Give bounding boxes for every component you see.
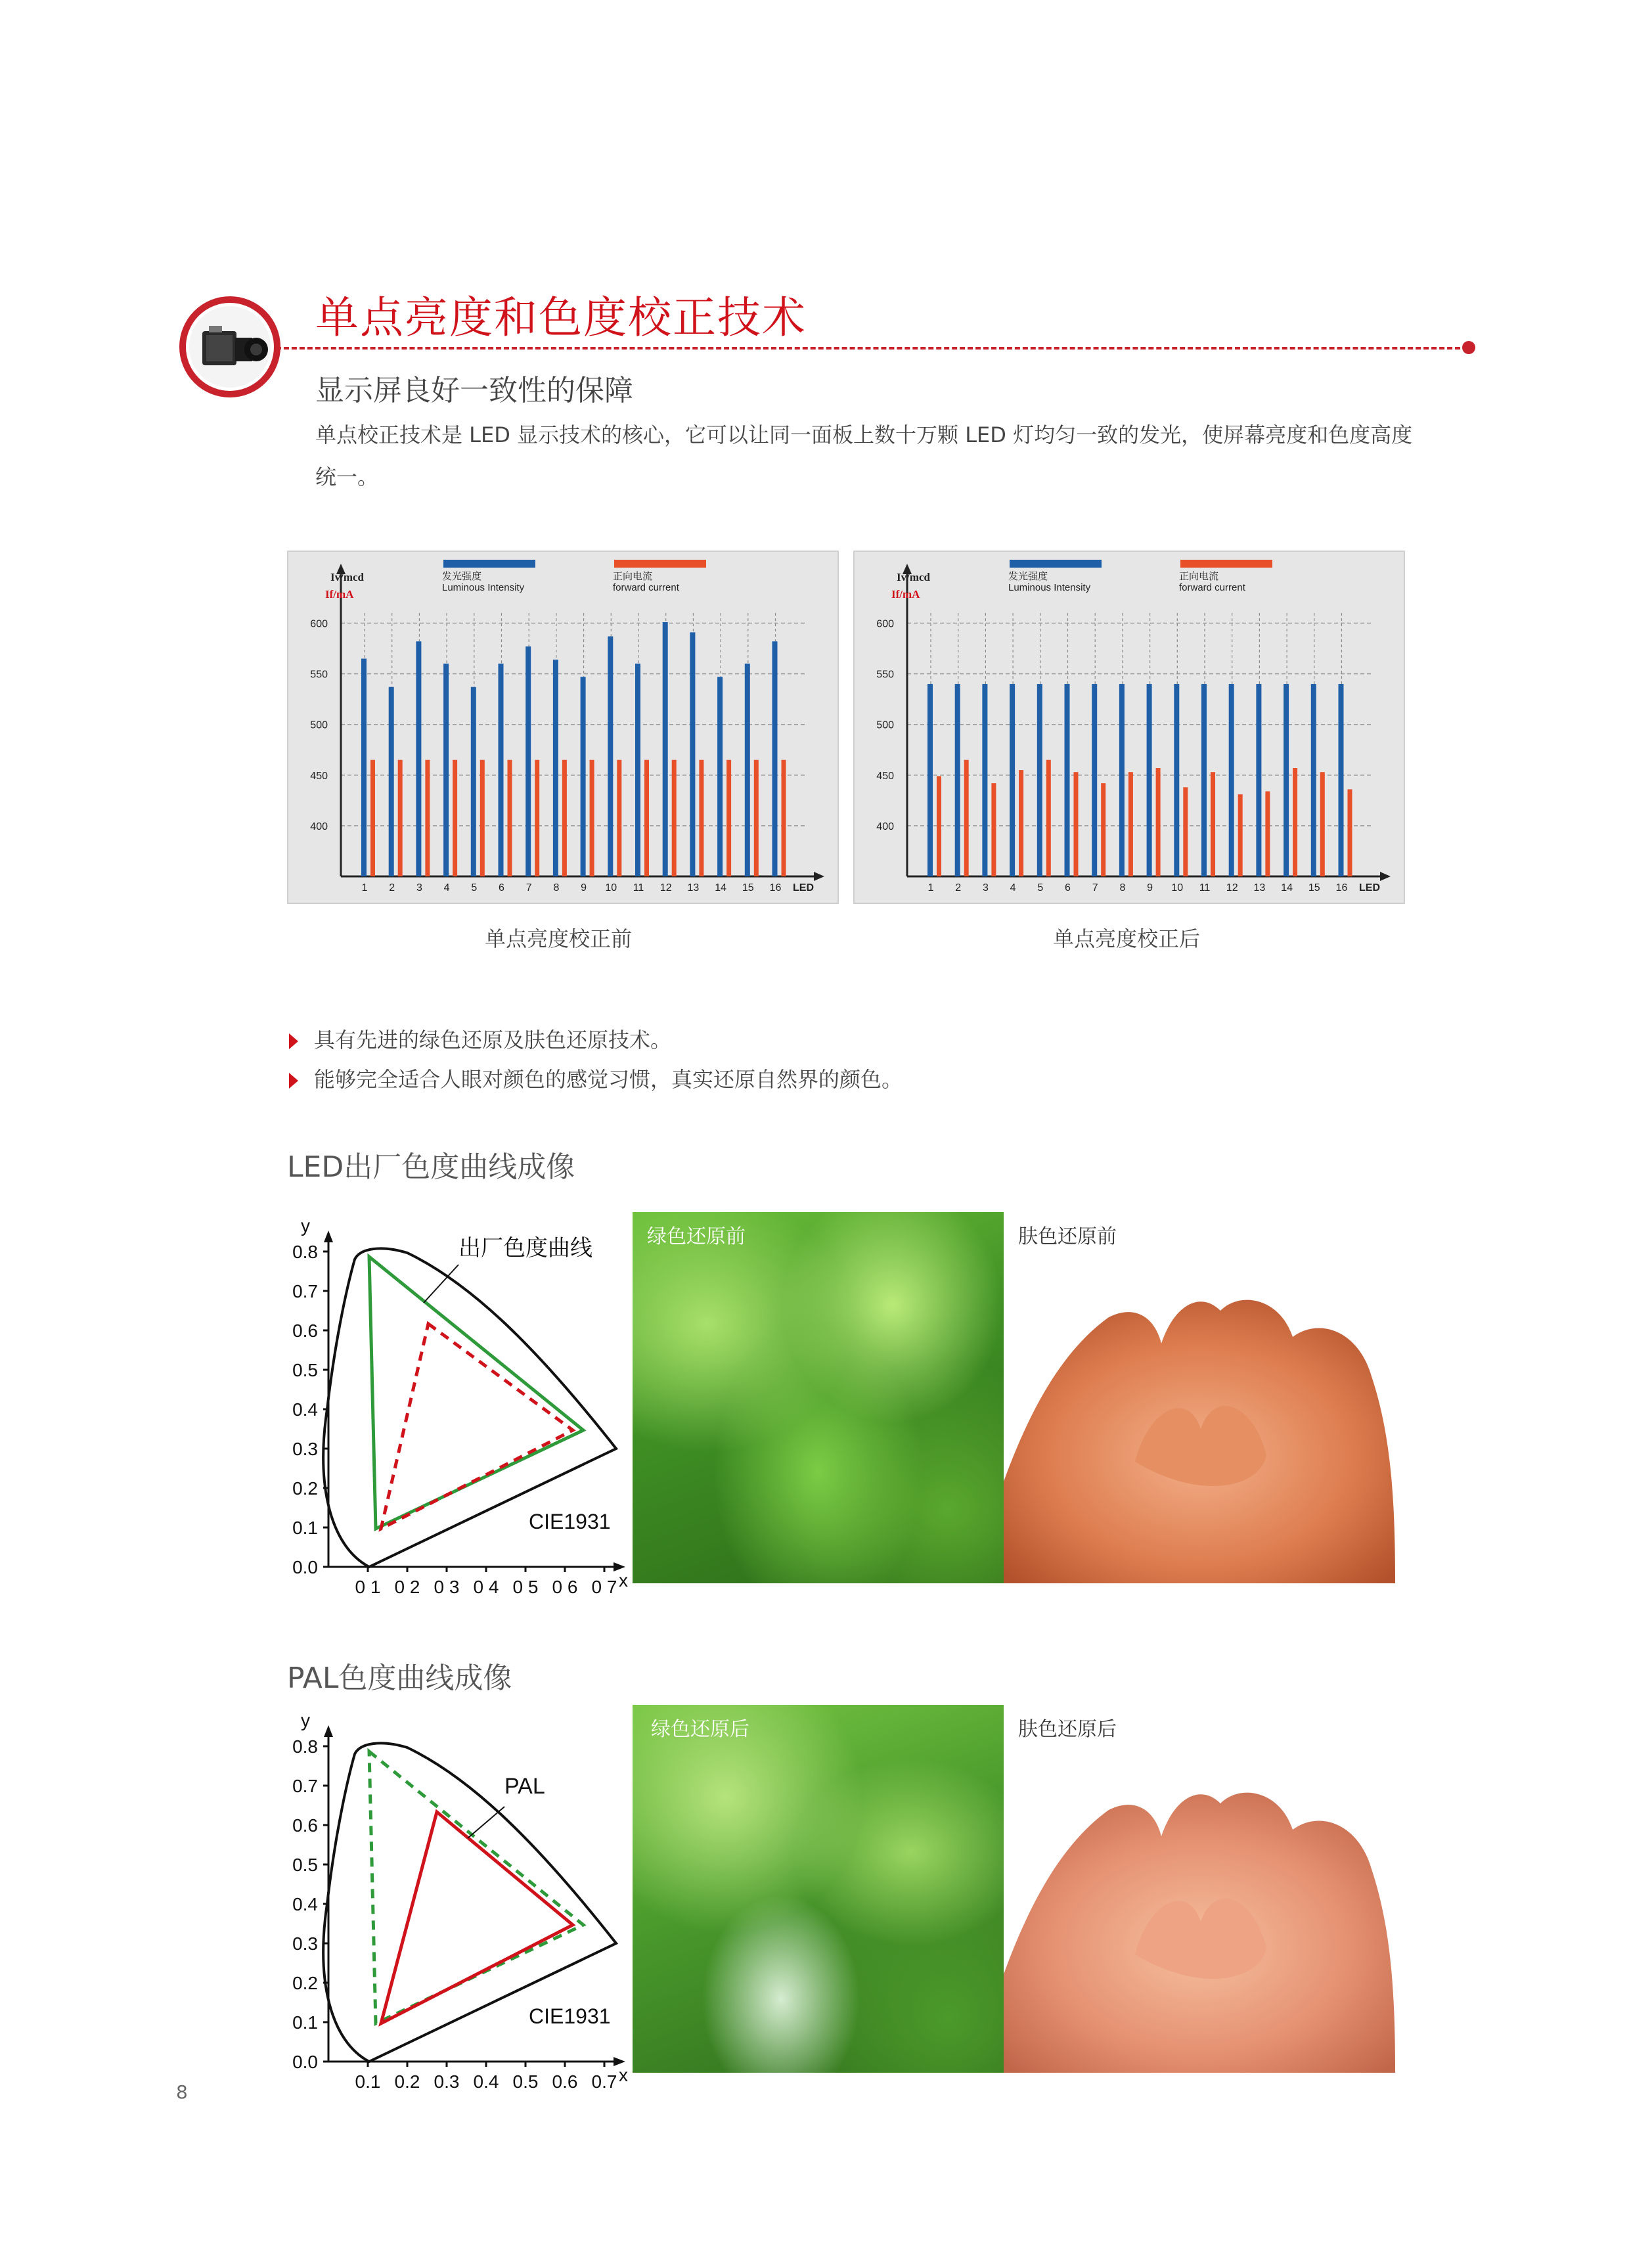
x-tick-label: 16 [1335,882,1348,893]
bullet-triangle-icon [289,1033,298,1049]
chart-panel-before [287,551,839,904]
bar-luminous [1201,684,1207,876]
x-tick-label: 1 [927,882,934,893]
y-tick-label: 600 [876,618,894,630]
x-tick-label: 4 [1010,882,1016,893]
x-tick-label: 0.1 [355,2071,381,2092]
photo-leaves-after [633,1705,1004,2073]
x-axis-unit: LED [793,882,814,893]
photo-label-green-after: 绿色还原后 [651,1718,749,1741]
bar-current [726,760,731,876]
y-tick-label: 550 [310,669,328,681]
y-tick-label: 400 [876,821,894,832]
y-tick-label: 0.6 [292,1815,318,1836]
bar-current [425,760,430,876]
pal-leader-line [468,1807,504,1838]
camera-logo-icon [177,294,282,399]
legend-swatch-blue [443,560,535,568]
bar-luminous [927,684,933,876]
bar-luminous [361,659,367,876]
x-tick-label: 3 [982,882,989,893]
bar-luminous [1065,684,1070,876]
photo-hands-before [1004,1212,1395,1583]
bar-current [1293,768,1297,876]
x-tick-label: 14 [715,882,726,893]
reference-gamut-dashed [381,1324,573,1529]
y-axis-name: y [301,1215,310,1236]
y-tick-label: 0.2 [292,1973,318,1993]
curve-label: 出厂色度曲线 [458,1235,592,1261]
legend-label-red-en: forward current [1179,582,1245,593]
bar-luminous [1037,684,1042,876]
y-axis-label-iv: Iv/mcd [897,571,930,583]
x-tick-label: 8 [553,882,560,893]
y-tick-label: 0.7 [292,1776,318,1796]
y-tick-label: 0.0 [292,2052,318,2072]
hands-illustration-icon [1004,1757,1395,2073]
legend-label-blue-cn: 发光强度 [1008,570,1048,582]
x-tick-label: 0 7 [591,1577,617,1597]
y-tick-label: 0.3 [292,1439,318,1459]
y-tick-label: 400 [310,821,328,832]
bar-chart-before [288,552,837,903]
bar-luminous [525,646,531,876]
section-heading-pal: PAL色度曲线成像 [287,1661,512,1695]
x-tick-label: 2 [955,882,962,893]
photo-label-skin-after: 肤色还原后 [1018,1718,1117,1741]
bar-current [1156,768,1161,876]
y-axis-label-iv: Iv/mcd [330,571,364,583]
bar-current [1265,791,1270,876]
bar-current [1101,783,1105,876]
bullet-text: 具有先进的绿色还原及肤色还原技术。 [314,1027,672,1052]
bar-luminous [663,622,668,876]
bar-luminous [1339,684,1344,876]
legend-label-red-cn: 正向电流 [1179,570,1219,582]
bar-luminous [581,677,586,876]
y-tick-label: 0.5 [292,1360,318,1380]
bar-current [535,760,539,876]
bar-current [754,760,759,876]
title-divider [276,347,1468,350]
x-tick-label: 12 [1226,882,1238,893]
page-number: 8 [176,2081,188,2103]
x-tick-label: 0 2 [394,1577,420,1597]
y-tick-label: 0.5 [292,1855,318,1875]
x-tick-label: 6 [499,882,504,893]
bar-luminous [443,664,449,876]
y-tick-label: 600 [310,618,328,630]
bar-luminous [635,664,640,876]
y-tick-label: 500 [310,719,328,731]
bar-luminous [982,684,987,876]
x-tick-label: 9 [1147,882,1153,893]
bar-current [562,760,567,876]
x-tick-label: 0.6 [552,2071,578,2092]
y-axis-name: y [301,1710,310,1730]
x-tick-label: 9 [581,882,587,893]
bar-current [699,760,703,876]
x-tick-label: 0.2 [394,2071,420,2092]
x-tick-label: 1 [361,882,368,893]
bullet-triangle-icon [289,1073,298,1089]
legend-label-blue-cn: 发光强度 [442,570,482,582]
bar-current [1348,789,1352,876]
bar-current [508,760,512,876]
y-tick-label: 0.1 [292,2012,318,2033]
x-tick-label: 10 [1171,882,1184,893]
y-tick-label: 0.4 [292,1894,318,1914]
x-tick-label: 11 [1199,882,1211,893]
bar-current [1046,760,1051,876]
y-tick-label: 0.7 [292,1281,318,1301]
x-tick-label: 12 [659,882,672,893]
bar-current [644,760,649,876]
x-axis-name: x [619,1570,628,1591]
bar-current [1211,772,1215,876]
bar-luminous [717,677,723,876]
bar-luminous [1119,684,1125,876]
photo-label-skin-before: 肤色还原前 [1018,1225,1117,1248]
chart-caption-before: 单点亮度校正前 [485,926,633,951]
bar-luminous [416,641,421,876]
x-tick-label: 8 [1119,882,1126,893]
x-tick-label: 15 [742,882,754,893]
x-ticks [355,2062,617,2092]
bar-luminous [955,684,960,876]
bar-current [1238,794,1243,876]
bar-luminous [1092,684,1097,876]
bullet-item [289,1063,903,1093]
y-tick-label: 0.2 [292,1478,318,1499]
photo-label-green-before: 绿色还原前 [647,1225,746,1248]
bar-current [617,760,621,876]
x-tick-label: 0 3 [434,1577,460,1597]
legend-label-blue-en: Luminous Intensity [442,582,525,593]
x-axis-name: x [619,2065,628,2085]
bar-current [782,760,786,876]
x-tick-label: 0 6 [552,1577,578,1597]
bar-current [1320,772,1325,876]
page-subtitle: 显示屏良好一致性的保障 [315,374,633,407]
bar-current [398,760,403,876]
legend-label-red-en: forward current [613,582,679,593]
y-axis-label-if: If/mA [325,588,354,600]
page-title: 单点亮度和色度校正技术 [315,292,807,343]
bar-current [453,760,457,876]
y-ticks [292,1242,328,1577]
x-tick-label: 3 [416,882,422,893]
x-tick-label: 5 [471,882,478,893]
x-tick-label: 14 [1281,882,1293,893]
x-tick-label: 16 [769,882,782,893]
bar-current [590,760,594,876]
bar-current [1019,770,1023,876]
x-tick-label: 13 [1253,882,1266,893]
x-tick-label: 0 4 [473,1577,499,1597]
legend-label-red-cn: 正向电流 [613,570,653,582]
bar-luminous [1229,684,1234,876]
x-tick-label: 7 [525,882,532,893]
legend-label-blue-en: Luminous Intensity [1008,582,1091,593]
y-tick-label: 500 [876,719,894,731]
cie-label: CIE1931 [529,2004,611,2028]
bar-chart-after [855,552,1404,903]
chart-caption-after: 单点亮度校正后 [1053,926,1201,951]
bar-current [964,760,969,876]
bullet-text: 能够完全适合人眼对颜色的感觉习惯，真实还原自然界的颜色。 [314,1067,903,1092]
y-tick-label: 0.6 [292,1321,318,1341]
y-axis-label-if: If/mA [891,588,920,600]
x-tick-label: 15 [1308,882,1320,893]
legend-swatch-red [614,560,706,568]
y-tick-label: 450 [876,770,894,782]
bar-current [1183,787,1188,876]
intro-paragraph: 单点校正技术是 LED 显示技术的核心，它可以让同一面板上数十万颗 LED 灯均匀一致的发光，使屏幕亮度和色度高度统一。 [315,422,1413,489]
bar-luminous [608,637,613,876]
y-tick-label: 0.0 [292,1557,318,1577]
chart-panel-after [853,551,1405,904]
bar-luminous [690,632,695,876]
bullet-item [289,1024,671,1054]
bar-current [1128,772,1133,876]
x-tick-label: 0 1 [355,1577,381,1597]
curve-leader-line [424,1265,458,1303]
bar-current [937,776,941,876]
pal-label: PAL [504,1774,545,1799]
x-tick-label: 6 [1065,882,1071,893]
y-tick-label: 0.1 [292,1518,318,1538]
x-axis-unit: LED [1359,882,1380,893]
bar-luminous [471,687,476,876]
x-tick-label: 10 [605,882,617,893]
section-heading-led: LED出厂色度曲线成像 [287,1150,575,1184]
bar-current [480,760,485,876]
divider-end-dot [1462,341,1475,354]
cie-diagram-factory [276,1212,644,1606]
cie-label: CIE1931 [529,1510,611,1533]
x-tick-label: 0.5 [512,2071,539,2092]
bar-luminous [553,660,558,876]
x-ticks [355,1567,617,1597]
x-tick-label: 5 [1037,882,1044,893]
legend-swatch-blue [1010,560,1102,568]
bar-luminous [1284,684,1289,876]
legend-swatch-red [1180,560,1272,568]
x-tick-label: 0 5 [512,1577,539,1597]
bar-current [1074,772,1079,876]
y-tick-label: 0.3 [292,1933,318,1954]
x-axis-arrow [814,872,824,881]
bar-current [991,783,996,876]
hands-illustration-icon [1004,1265,1395,1583]
bar-luminous [1311,684,1316,876]
bar-luminous [1010,684,1015,876]
bar-luminous [499,664,504,876]
x-tick-label: 2 [389,882,395,893]
bar-luminous [1256,684,1261,876]
y-tick-label: 0.4 [292,1399,318,1420]
x-tick-label: 4 [443,882,450,893]
bar-luminous [1174,684,1179,876]
bar-luminous [772,641,778,876]
x-tick-label: 0.3 [434,2071,460,2092]
photo-leaves-before [633,1212,1004,1583]
bar-current [672,760,677,876]
x-tick-label: 0.4 [473,2071,499,2092]
y-tick-label: 0.8 [292,1736,318,1757]
cie-diagram-pal [276,1707,644,2101]
photo-hands-after [1004,1705,1395,2073]
x-tick-label: 11 [633,882,644,893]
y-tick-label: 450 [310,770,328,782]
bar-luminous [389,687,394,876]
bar-luminous [1147,684,1152,876]
x-tick-label: 13 [687,882,700,893]
bar-current [370,760,375,876]
y-ticks [292,1736,328,2072]
x-tick-label: 7 [1092,882,1098,893]
pal-gamut [381,1812,573,2023]
y-tick-label: 0.8 [292,1242,318,1262]
bar-luminous [745,664,750,876]
x-axis-arrow [1380,872,1391,881]
x-tick-label: 0.7 [591,2071,617,2092]
y-tick-label: 550 [876,669,894,681]
